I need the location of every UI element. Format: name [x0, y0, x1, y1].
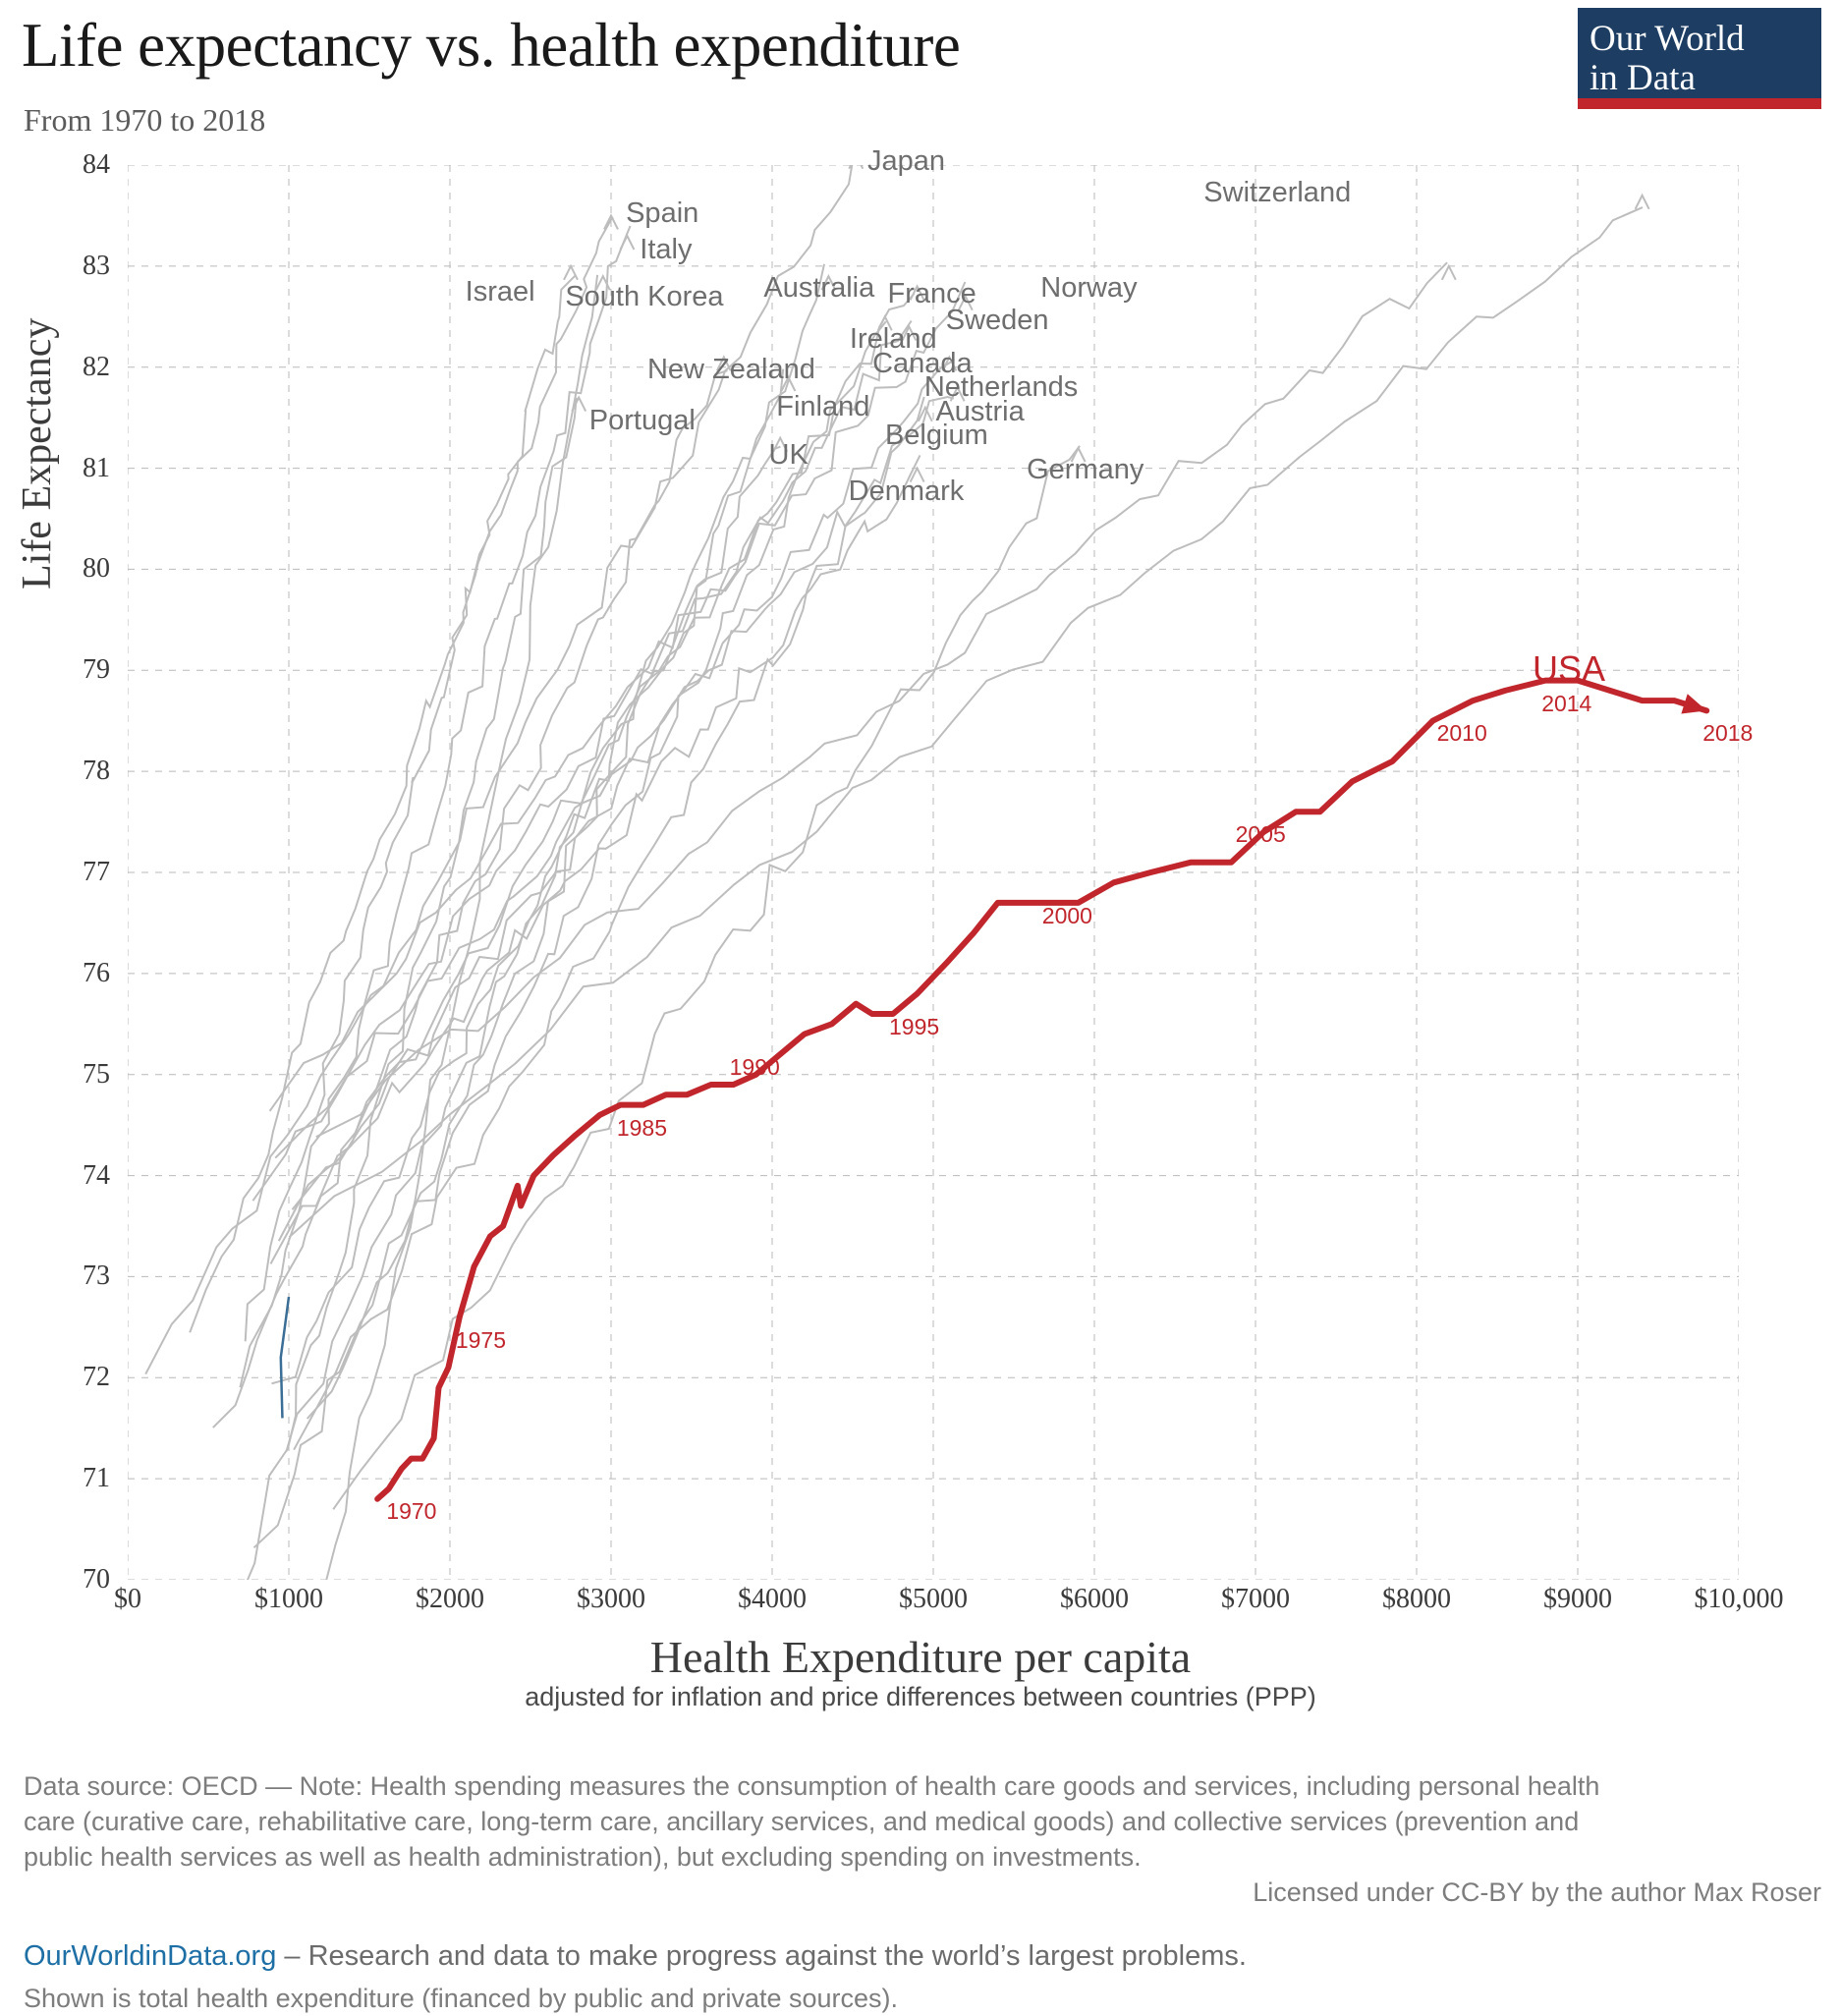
x-tick-label: $3000: [577, 1584, 645, 1614]
x-tick-label: $1000: [254, 1584, 323, 1614]
country-label: Switzerland: [1203, 177, 1352, 209]
footer-line-1: Data source: OECD — Note: Health spending measures the consumption of health care goods and services, including personal health: [24, 1771, 1600, 1801]
y-tick-label: 82: [83, 351, 110, 382]
footer-line-3: public health services as well as health administration), but excluding spending on investments.: [24, 1842, 1142, 1872]
x-axis-label: Health Expenditure per capita: [649, 1632, 1192, 1682]
country-label: South Korea: [565, 280, 724, 312]
y-tick-label: 83: [83, 250, 110, 281]
y-tick-label: 72: [83, 1362, 110, 1393]
country-label: UK: [768, 438, 809, 471]
usa-year-label: 1975: [455, 1326, 506, 1353]
owid-site-link[interactable]: OurWorldinData.org: [24, 1940, 277, 1972]
logo-underline: [1578, 98, 1821, 109]
country-label: Belgium: [884, 420, 988, 452]
x-tick-label: $6000: [1060, 1584, 1129, 1614]
country-label: New Zealand: [646, 354, 815, 386]
page-title: Life expectancy vs. health expenditure: [22, 11, 961, 80]
usa-series-label: USA: [1533, 648, 1606, 689]
usa-year-label: 2000: [1041, 902, 1092, 928]
logo-line-1: Our World: [1590, 19, 1745, 59]
y-tick-label: 74: [83, 1159, 110, 1191]
page-subtitle: From 1970 to 2018: [24, 102, 266, 138]
y-tick-label: 70: [83, 1564, 110, 1595]
x-tick-label: $0: [114, 1584, 141, 1614]
country-label: Germany: [1027, 454, 1144, 486]
country-label: Denmark: [848, 475, 965, 507]
country-label: Italy: [640, 234, 693, 266]
country-label: Netherlands: [923, 371, 1079, 404]
country-label: Sweden: [945, 305, 1049, 337]
y-tick-label: 73: [83, 1260, 110, 1292]
y-tick-label: 77: [83, 857, 110, 887]
usa-year-label: 1990: [729, 1053, 780, 1080]
country-label: Spain: [626, 196, 699, 229]
country-label: Israel: [465, 275, 535, 308]
owid-logo[interactable]: [1578, 8, 1821, 106]
x-tick-label: $5000: [899, 1584, 968, 1614]
usa-year-label: 2014: [1541, 690, 1592, 716]
x-tick-label: $2000: [416, 1584, 484, 1614]
footer-link-row: [24, 1940, 1247, 1973]
x-tick-label: $9000: [1543, 1584, 1612, 1614]
x-tick-label: $7000: [1221, 1584, 1290, 1614]
y-tick-label: 75: [83, 1058, 110, 1090]
usa-year-label: 1970: [386, 1498, 437, 1525]
y-axis-label: Life Expectancy: [15, 317, 60, 589]
country-label: Australia: [763, 271, 875, 304]
y-tick-label: 84: [83, 149, 110, 180]
footer-line-2: care (curative care, rehabilitative care, long-term care, ancillary services, and medical goods) and collective services (prevention and: [24, 1807, 1580, 1836]
y-tick-label: 71: [83, 1463, 110, 1494]
x-tick-label: $10,000: [1694, 1584, 1784, 1614]
y-tick-label: 79: [83, 654, 110, 686]
y-tick-label: 78: [83, 756, 110, 787]
country-label: France: [887, 278, 976, 310]
y-tick-label: 80: [83, 553, 110, 585]
y-tick-label: 76: [83, 957, 110, 988]
country-label: Norway: [1040, 271, 1138, 304]
x-tick-label: $8000: [1382, 1584, 1451, 1614]
footer-line-4: Shown is total health expenditure (financed by public and private sources).: [24, 1984, 899, 2013]
footer-tagline: – Research and data to make progress against the world’s largest problems.: [276, 1940, 1247, 1972]
usa-year-label: 2005: [1235, 821, 1286, 848]
country-label: Japan: [866, 145, 945, 177]
y-tick-label: 81: [83, 452, 110, 483]
usa-year-label: 2010: [1436, 720, 1487, 747]
country-label: Finland: [776, 390, 870, 422]
usa-year-label: 2018: [1702, 720, 1754, 747]
country-label: Portugal: [588, 404, 696, 436]
x-axis-sublabel: adjusted for inflation and price differences between countries (PPP): [525, 1682, 1316, 1711]
x-tick-label: $4000: [738, 1584, 807, 1614]
logo-line-2: in Data: [1590, 58, 1696, 98]
country-label: Canada: [872, 347, 973, 379]
usa-year-label: 1985: [616, 1114, 667, 1141]
country-label: Austria: [935, 395, 1025, 427]
footer-license: Licensed under CC-BY by the author Max Roser: [1253, 1877, 1821, 1907]
usa-year-label: 1995: [889, 1013, 940, 1039]
country-label: Ireland: [849, 323, 937, 356]
